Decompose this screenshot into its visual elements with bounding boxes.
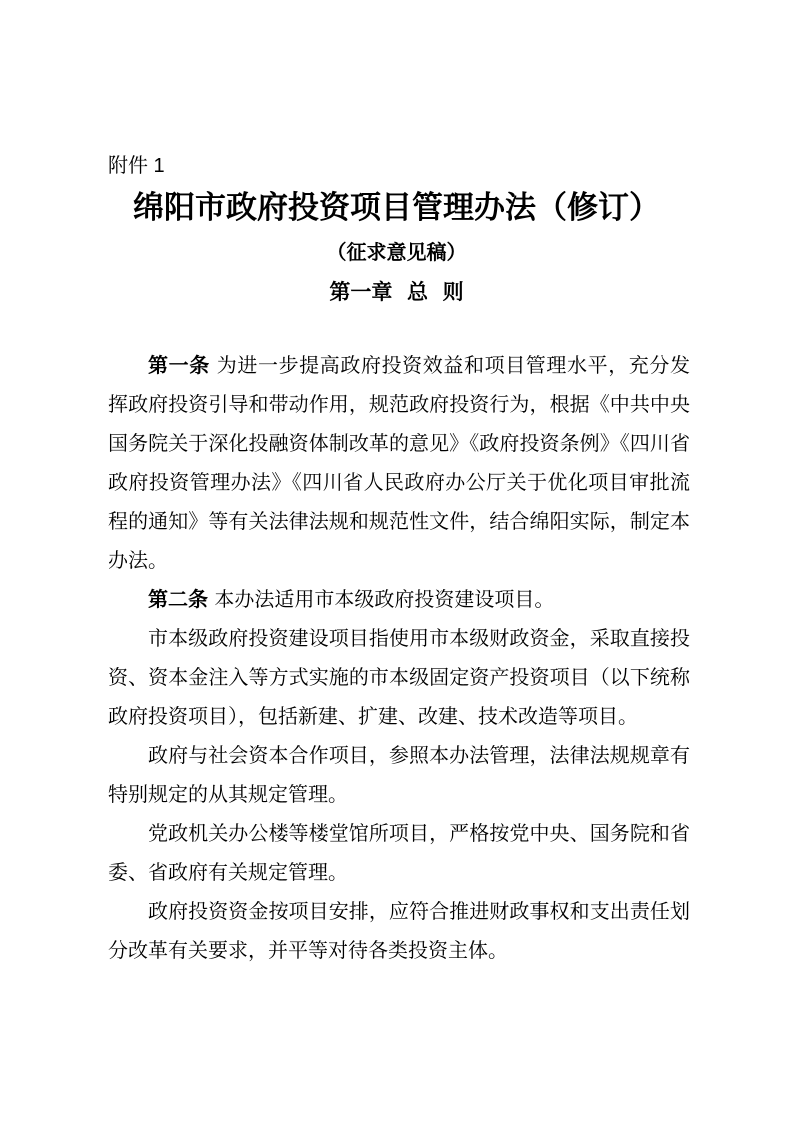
- body-paragraph: [108, 814, 690, 892]
- paragraph-text: 政府投资资金按项目安排，应符合推进财政事权和支出责任划分改革有关要求，并平等对待各类投资主体。: [108, 899, 690, 962]
- article-label: 第一条: [148, 353, 210, 377]
- article-2-paragraph: [108, 580, 690, 619]
- attachment-label: 附件 1: [108, 155, 165, 177]
- document-subtitle: （征求意见稿）: [326, 240, 467, 264]
- paragraph-text: 党政机关办公楼等楼堂馆所项目，严格按党中央、国务院和省委、省政府有关规定管理。: [108, 821, 690, 884]
- body-paragraph: [108, 892, 690, 970]
- document-body: [108, 346, 690, 970]
- article-text: 为进一步提高政府投资效益和项目管理水平，充分发挥政府投资引导和带动作用，规范政府投资行为，根据《中共中央国务院关于深化投融资体制改革的意见》《政府投资条例》《四川省政府投资管理办法》《四川省人民政府办公厅关于优化项目审批流程的通知》等有关法律法规和规范性文件，结合绵阳实际，制定本办法。: [108, 353, 691, 572]
- body-paragraph: [108, 619, 690, 736]
- article-text: 本办法适用市本级政府投资建设项目。: [208, 587, 555, 611]
- article-label: 第二条: [148, 587, 208, 611]
- article-1-paragraph: [108, 346, 690, 580]
- body-paragraph: [108, 736, 690, 814]
- paragraph-text: 政府与社会资本合作项目，参照本办法管理，法律法规规章有特别规定的从其规定管理。: [108, 743, 690, 806]
- chapter-heading: 第一章 总 则: [329, 280, 464, 304]
- document-title: 绵阳市政府投资项目管理办法（修订）: [133, 190, 660, 226]
- paragraph-text: 市本级政府投资建设项目指使用市本级财政资金，采取直接投资、资本金注入等方式实施的市本级固定资产投资项目（以下统称政府投资项目），包括新建、扩建、改建、技术改造等项目。: [108, 626, 690, 728]
